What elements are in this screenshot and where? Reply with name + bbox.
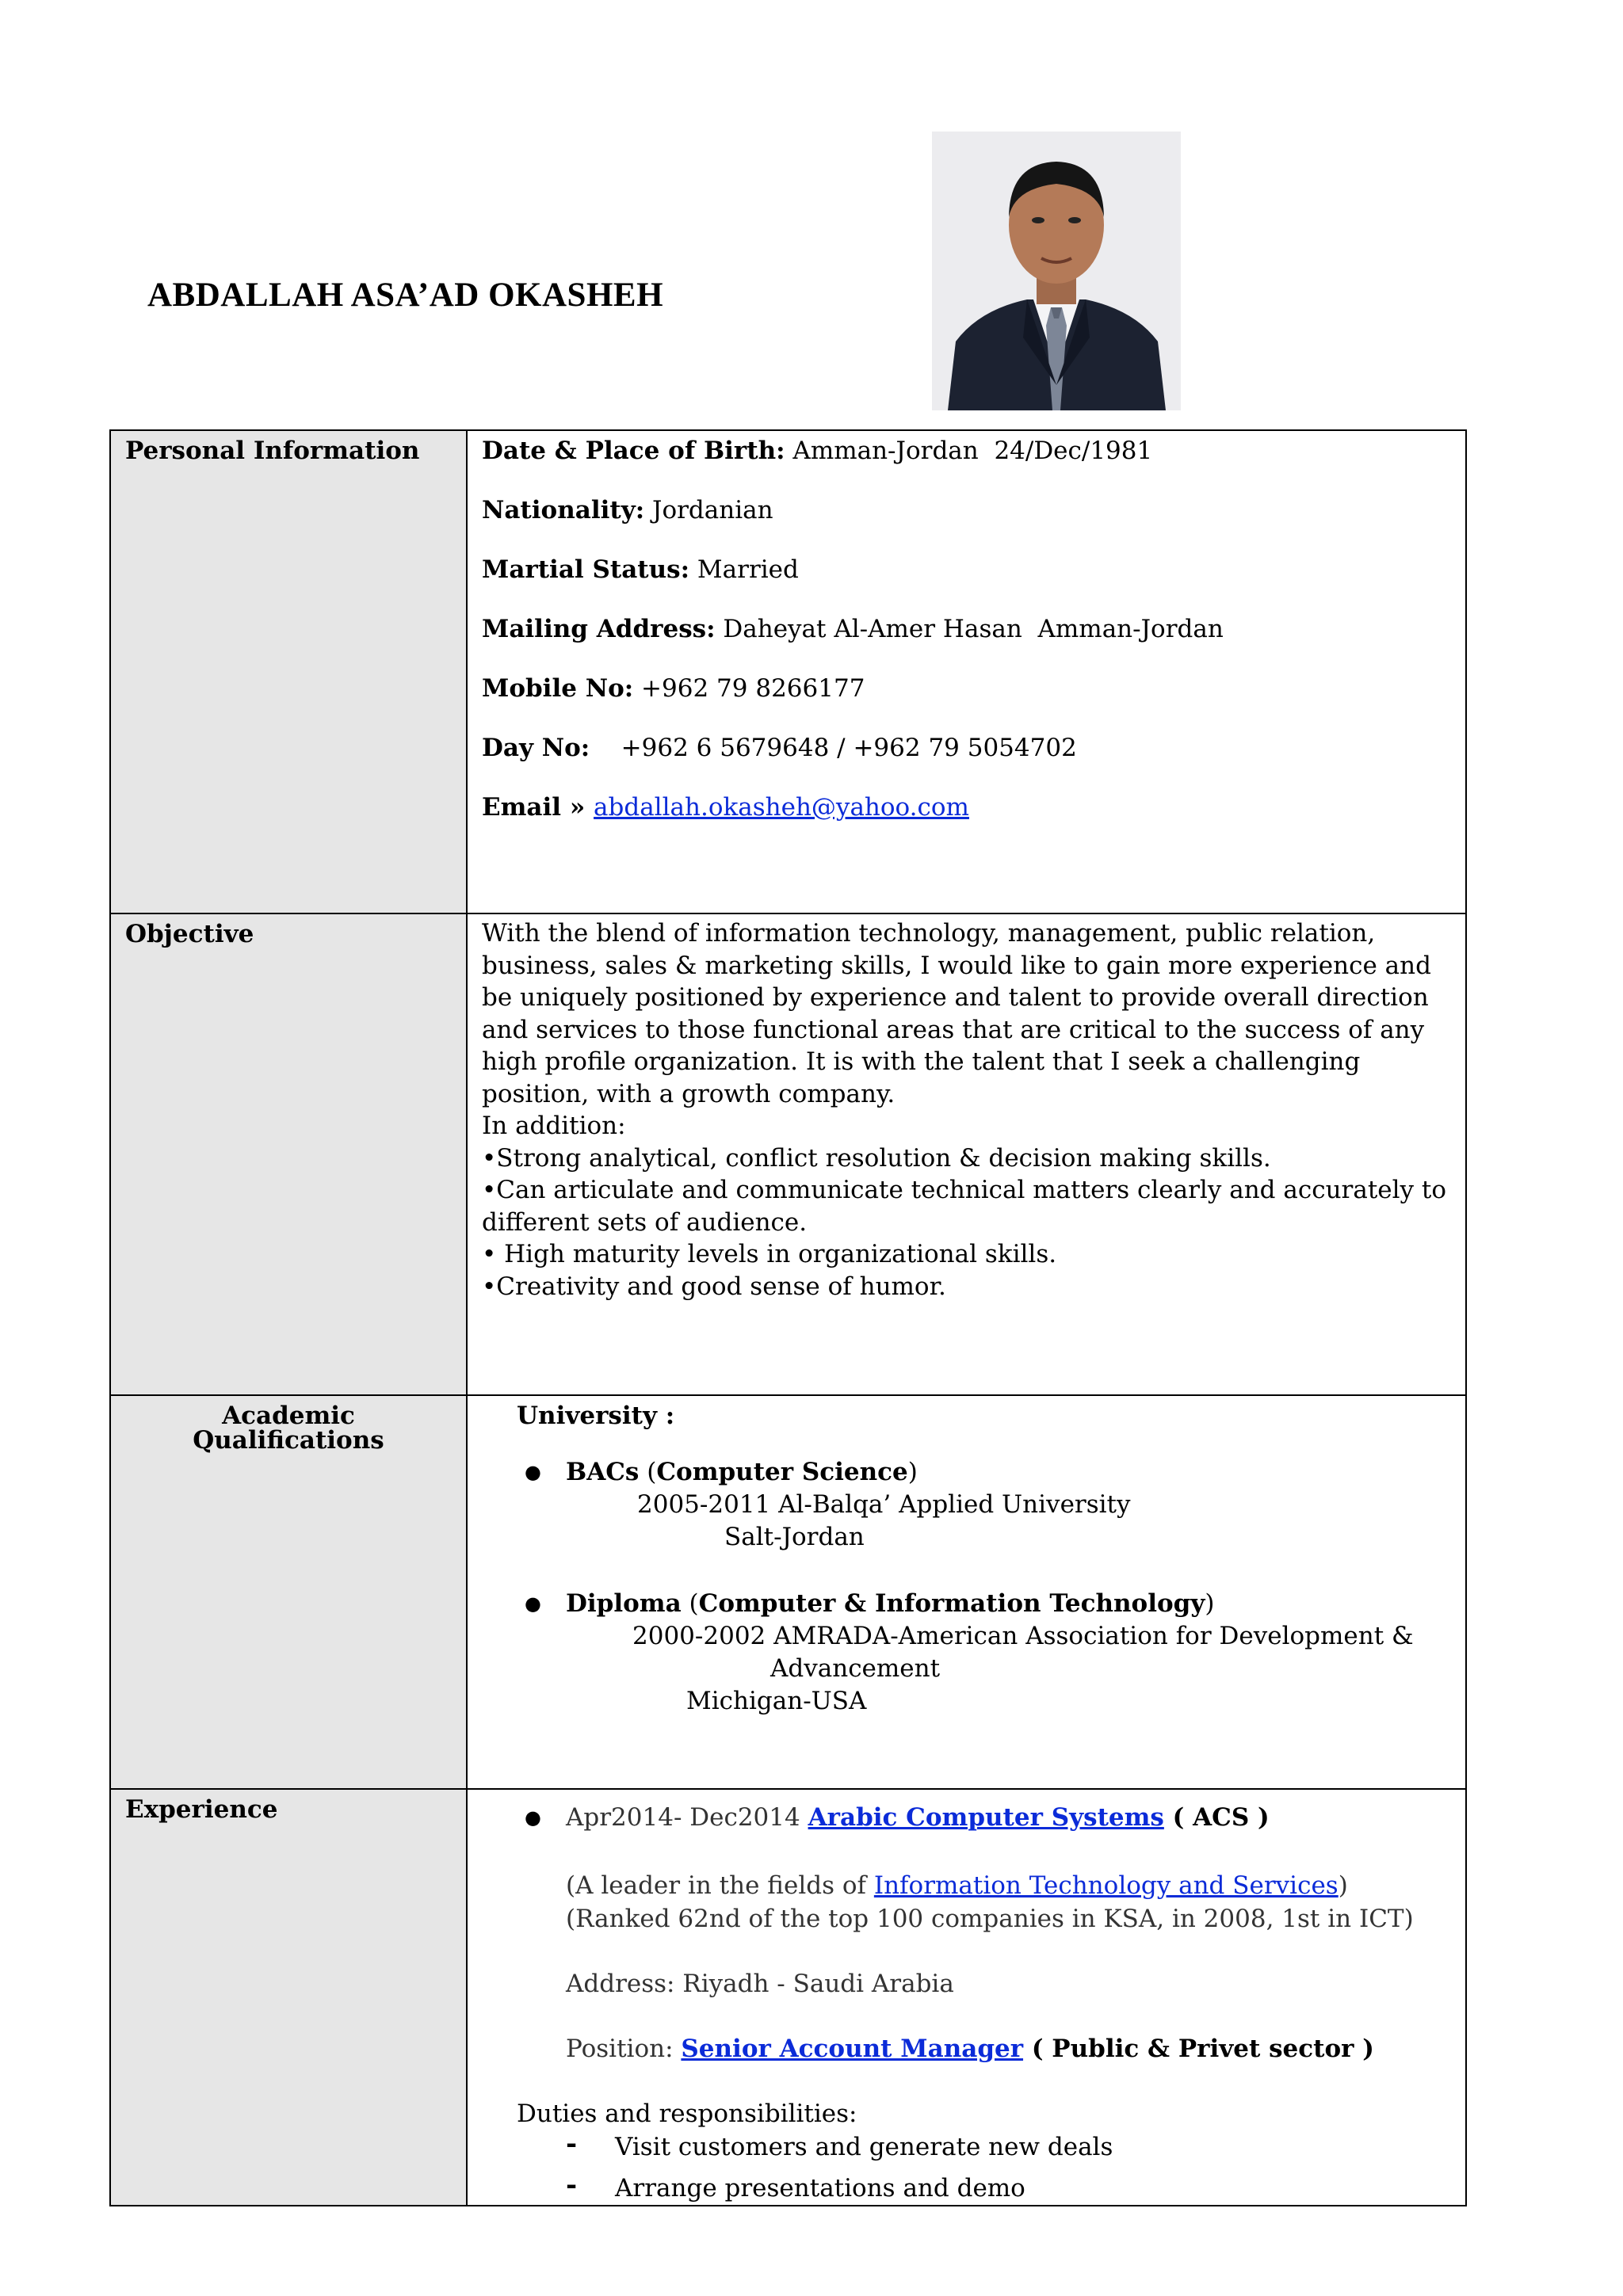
section-label-objective: Objective [125,920,254,948]
job-address: Address: Riyadh - Saudi Arabia [566,1970,954,1998]
personal-label-cell [110,430,467,913]
objective-row [110,913,1466,1395]
experience-label-cell [110,1789,467,2206]
dash-icon: - [566,2128,578,2160]
objective-label-cell [110,913,467,1395]
objective-point: •Creativity and good sense of humor. [482,1272,946,1301]
academic-row [110,1395,1466,1789]
cv-table [109,429,1467,2206]
company-description: (A leader in the fields of Information Technology and Services) [566,1871,1348,1900]
job-position: Position: Senior Account Manager ( Public & Privet sector ) [566,2035,1374,2063]
duty-item: - Arrange presentations and demo [566,2169,1025,2203]
mailing-address-field: Mailing Address: Daheyat Al-Amer Hasan Amman-Jordan [482,615,1224,643]
day-phone-field: Day No: +962 6 5679648 / +962 79 5054702 [482,734,1077,762]
duty-item: - Visit customers and generate new deals [566,2128,1113,2161]
objective-point: • High maturity levels in organizational skills. [482,1240,1057,1268]
academic-content-cell [467,1395,1466,1789]
degree-item: ● Diploma (Computer & Information Technology) 2000-2002 AMRADA-American Association for Development & Advancement Michigan-USA [566,1587,1465,1718]
objective-point: •Strong analytical, conflict resolution & decision making skills. [482,1143,1271,1173]
bullet-icon: ● [525,1592,541,1615]
company-link[interactable]: Arabic Computer Systems [808,1803,1164,1832]
section-label-personal: Personal Information [125,437,420,465]
job-entry-header: ● Apr2014- Dec2014 Arabic Computer Systems ( ACS ) [566,1801,1465,1834]
section-label-academic: Academic Qualifications [193,1402,384,1455]
profile-photo [932,132,1181,410]
objective-paragraph: With the blend of information technology, management, public relation, business, sales & marketing skills, I would like to gain more experience and be uniquely positioned by experience and talent to provide overall direction and services to those functional areas that are critical to the success of any high profile organization. It is with the talent that I seek a challenging position, with a growth company. [482,919,1431,1108]
industry-link[interactable]: Information Technology and Services [873,1871,1338,1900]
university-heading: University : [517,1402,675,1430]
candidate-name: ABDALLAH ASA’AD OKASHEH [147,277,664,314]
email-field: Email » abdallah.okasheh@yahoo.com [482,793,969,822]
position-link[interactable]: Senior Account Manager [681,2035,1024,2063]
nationality-field: Nationality: Jordanian [482,496,773,524]
marital-status-field: Martial Status: Married [482,555,799,584]
email-link[interactable]: abdallah.okasheh@yahoo.com [594,793,969,822]
personal-content-cell [467,430,1466,913]
objective-addition: In addition: [482,1112,626,1140]
experience-content-cell [467,1789,1466,2206]
mobile-field: Mobile No: +962 79 8266177 [482,674,865,703]
objective-point: •Can articulate and communicate technical matters clearly and accurately to different sets of audience. [482,1176,1447,1237]
degree-item: ● BACs (Computer Science) 2005-2011 Al-Balqa’ Applied University Salt-Jordan [566,1455,1465,1554]
duties-heading: Duties and responsibilities: [517,2100,857,2128]
experience-row [110,1789,1466,2206]
bullet-icon: ● [525,1461,541,1483]
company-rank: (Ranked 62nd of the top 100 companies in KSA, in 2008, 1st in ICT) [566,1905,1414,1933]
portrait-image [932,132,1181,410]
section-label-experience: Experience [125,1795,278,1824]
birth-field: Date & Place of Birth: Amman-Jordan 24/Dec/1981 [482,437,1153,465]
personal-row [110,430,1466,913]
objective-content-cell [467,913,1466,1395]
academic-label-cell [110,1395,467,1789]
bullet-icon: ● [525,1806,541,1829]
dash-icon: - [566,2169,578,2201]
